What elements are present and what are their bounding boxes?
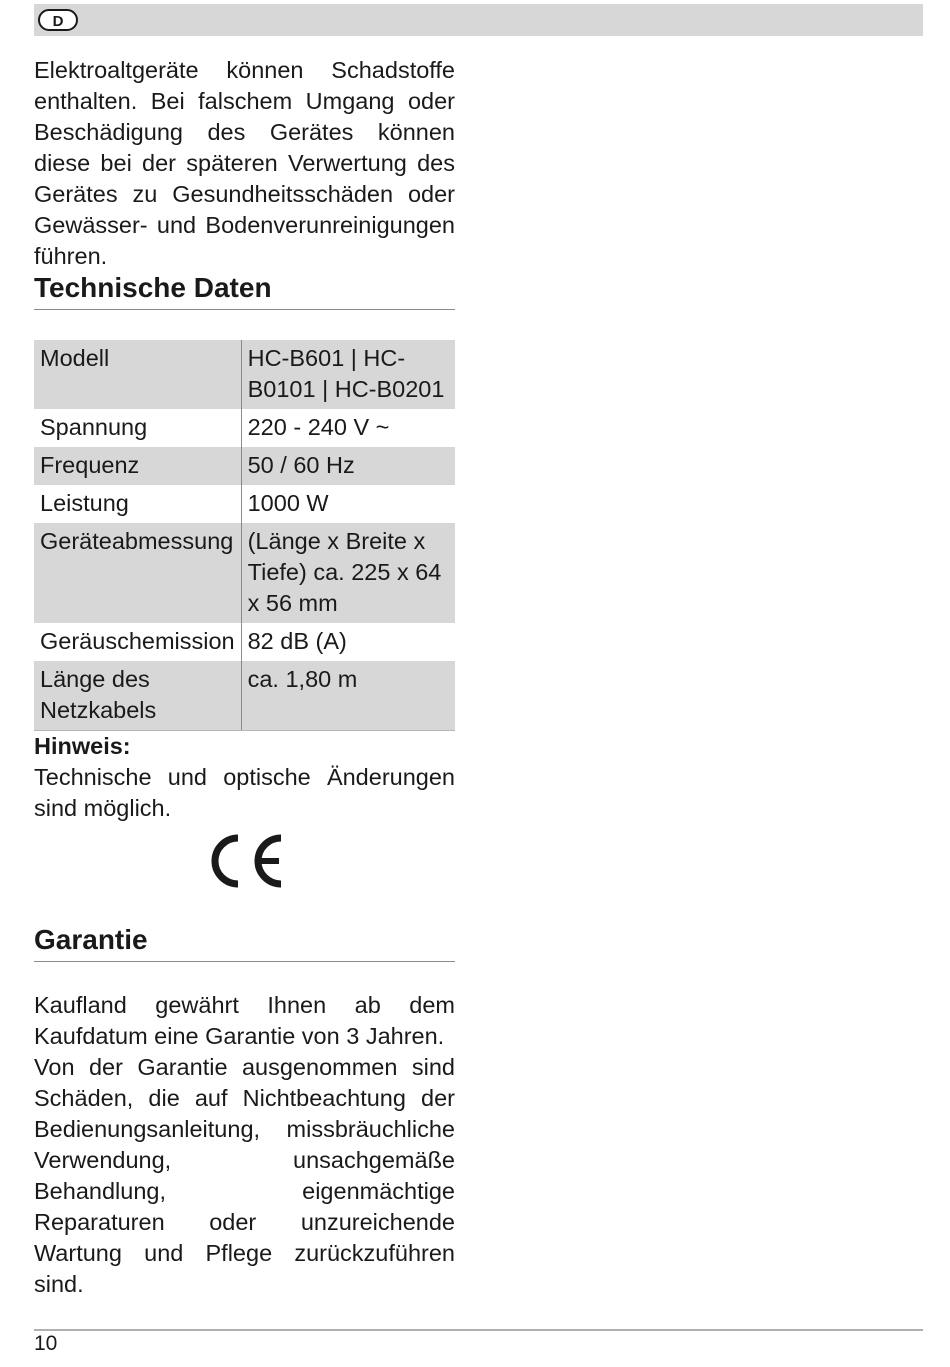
ce-mark-icon <box>205 832 285 890</box>
table-row <box>34 447 455 485</box>
intro-paragraph: Elektroaltgeräte können Schadstoffe enthalten. Bei falschem Umgang oder Beschädigung des Gerätes können diese bei der späteren Verwertung des Gerätes zu Gesundheitsschäden oder Gewässer- und Bodenverunreinigungen führen. <box>34 57 455 269</box>
page-number: 10 <box>34 1332 58 1355</box>
spec-value: 50 / 60 Hz <box>241 447 455 485</box>
guarantee-paragraph-1: Kaufland gewährt Ihnen ab dem Kaufdatum eine Garantie von 3 Jahren. <box>34 992 455 1049</box>
guarantee-heading: Garantie <box>34 923 455 962</box>
spec-key: Spannung <box>34 409 241 447</box>
spec-value: 82 dB (A) <box>247 628 347 654</box>
spec-key: Länge des Netzkabels <box>34 661 241 731</box>
spec-value: ca. 1,80 m <box>241 661 455 731</box>
table-row <box>34 623 455 661</box>
table-row <box>34 409 455 447</box>
table-row <box>34 523 455 623</box>
spec-key: Leistung <box>34 485 241 523</box>
header-bar <box>34 4 923 36</box>
guarantee-paragraph-2: Von der Garantie ausgenommen sind Schäden, die auf Nichtbeachtung der Bedienungsanleitung, missbräuchliche Verwendung, unsachgemäße Behandlung, eigenmächtige Reparaturen oder unzureichende Wartung und Pflege zurückzuführen sind. <box>34 1054 455 1297</box>
table-row <box>34 340 455 409</box>
tech-data-table <box>34 340 455 731</box>
spec-value: 220 - 240 V ~ <box>247 414 390 440</box>
table-row <box>34 485 455 523</box>
spec-value: (Länge x Breite x Tiefe) ca. 225 x 64 x 56 mm <box>241 523 455 623</box>
spec-value: HC-B601 | HC-B0101 | HC-B0201 <box>241 340 455 409</box>
spec-key: Frequenz <box>34 447 241 485</box>
table-row <box>34 661 455 731</box>
note-text: Technische und optische Änderungen sind möglich. <box>34 764 455 821</box>
spec-value: 1000 W <box>247 490 329 516</box>
note-label: Hinweis: <box>34 733 131 759</box>
note-block <box>34 731 455 824</box>
language-badge: D <box>38 9 78 31</box>
spec-key: Geräteabmessung <box>34 523 241 623</box>
guarantee-text <box>34 990 455 1300</box>
spec-key: Geräuschemission <box>34 623 241 661</box>
tech-data-heading: Technische Daten <box>34 271 455 310</box>
footer-divider <box>34 1329 923 1331</box>
spec-key: Modell <box>34 340 241 409</box>
